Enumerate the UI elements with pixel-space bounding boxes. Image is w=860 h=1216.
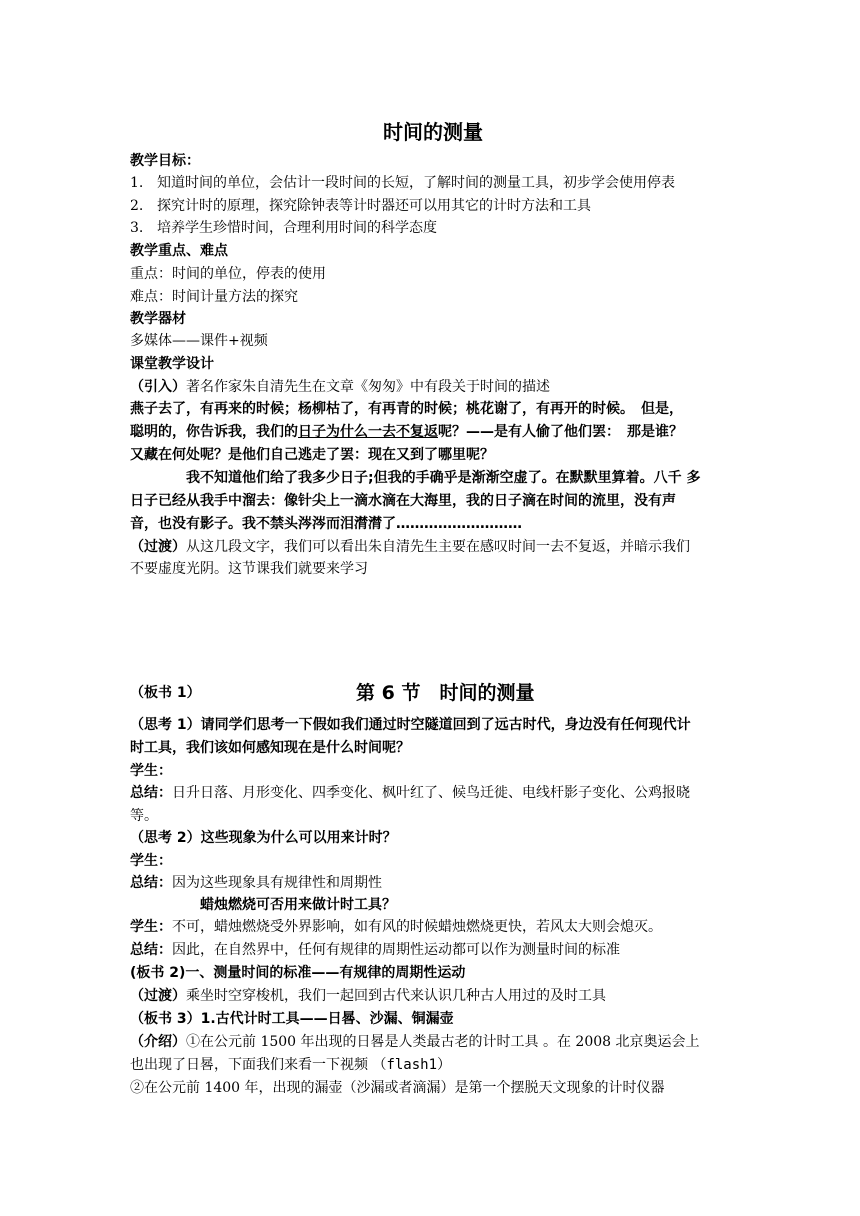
quote-line-3: 又藏在何处呢？是他们自己逃走了罢：现在又到了哪里呢？ [130, 447, 494, 463]
quote-text: 呢？——是有人偷了他们罢： 那是谁？ [438, 424, 683, 440]
goal-text: 知道时间的单位，会估计一段时间的长短，了解时间的测量工具，初步学会使用停表 [157, 175, 675, 191]
quote-line-2 [130, 421, 736, 444]
goal-text: 培养学生珍惜时间，合理利用时间的科学态度 [157, 220, 437, 236]
student-tag: 学生： [130, 919, 172, 935]
goal-number: 1. [130, 175, 144, 191]
transition-line-2: 不要虚度光阴。这节课我们就要来学习 [130, 561, 368, 577]
equipment-text: 多媒体——课件+视频 [130, 333, 268, 349]
student-3 [130, 916, 736, 939]
intro-2 [130, 1031, 736, 1054]
student-1: 学生： [130, 763, 172, 779]
goal-item-3 [130, 217, 736, 240]
intro-tag: （引入） [130, 379, 186, 395]
equipment-heading: 教学器材 [130, 311, 186, 327]
summary-3 [130, 939, 736, 962]
key-points-heading: 教学重点、难点 [130, 243, 228, 259]
think-2: （思考 2）这些现象为什么可以用来计时？ [130, 830, 397, 846]
board-2: (板书 2)一、测量时间的标准——有规律的周期性运动 [130, 965, 466, 981]
goals-heading: 教学目标： [130, 153, 200, 169]
section-title: 第 6 节 时间的测量 [356, 682, 535, 704]
summary-text: 因为这些现象具有规律性和周期性 [172, 875, 382, 891]
summary-text: 日升日落、月形变化、四季变化、枫叶红了、候鸟迁徙、电线杆影子变化、公鸡报晓 [172, 785, 690, 801]
candle-question: 蜡烛燃烧可否用来做计时工具？ [200, 897, 396, 913]
transition-tag: （过渡） [130, 539, 186, 555]
goal-item-1 [130, 172, 736, 195]
flash-reference: （flash1） [372, 1057, 452, 1073]
intro-paragraph [130, 376, 736, 399]
transition-paragraph [130, 536, 736, 559]
intro-2-line-2 [130, 1054, 736, 1077]
quote-line-4: 我不知道他们给了我多少日子;但我的手确乎是渐渐空虚了。在默默里算着。八千 多 [186, 470, 701, 486]
think-1-line-1: （思考 1）请同学们思考一下假如我们通过时空隧道回到了远古时代，身边没有任何现代计 [130, 717, 691, 733]
quote-underlined: 日子为什么一去不复返 [298, 424, 438, 440]
transition-text: 从这几段文字，我们可以看出朱自清先生主要在感叹时间一去不复返，并暗示我们 [186, 539, 690, 555]
summary-1 [130, 782, 736, 805]
quote-text: 聪明的，你告诉我，我们的 [130, 424, 298, 440]
goal-text: 探究计时的原理，探究除钟表等计时器还可以用其它的计时方法和工具 [157, 198, 591, 214]
design-heading: 课堂教学设计 [130, 356, 214, 372]
goal-item-2 [130, 195, 736, 218]
board-1-tag: （板书 1） [130, 685, 201, 701]
key-point: 重点：时间的单位，停表的使用 [130, 266, 326, 282]
think-1-line-2: 时工具，我们该如何感知现在是什么时间呢？ [130, 740, 410, 756]
section-header [130, 678, 736, 704]
summary-text: 因此，在自然界中，任何有规律的周期性运动都可以作为测量时间的标准 [172, 942, 620, 958]
intro-text: 著名作家朱自清先生在文章《匆匆》中有段关于时间的描述 [186, 379, 550, 395]
transition-2 [130, 985, 736, 1008]
page-title: 时间的测量 [383, 120, 483, 144]
quote-line-1: 燕子去了，有再来的时候；杨柳枯了，有再青的时候；桃花谢了，有再开的时候。 但是， [130, 401, 683, 417]
summary-2 [130, 872, 736, 895]
transition-text: 乘坐时空穿梭机，我们一起回到古代来认识几种古人用过的及时工具 [186, 988, 606, 1004]
difficult-point: 难点：时间计量方法的探究 [130, 289, 298, 305]
quote-line-5: 日子已经从我手中溜去：像针尖上一滴水滴在大海里，我的日子滴在时间的流里，没有声 [130, 493, 676, 509]
intro-tag: （介绍） [130, 1034, 186, 1050]
goal-number: 2. [130, 198, 144, 214]
intro-text: ①在公元前 1500 年出现的日晷是人类最古老的计时工具 。在 2008 北京奥运会上 [186, 1034, 700, 1050]
board-3: （板书 3）1.古代计时工具——日晷、沙漏、铜漏壶 [130, 1011, 454, 1027]
student-2: 学生： [130, 853, 172, 869]
summary-tag: 总结： [130, 785, 172, 801]
transition-tag: （过渡） [130, 988, 186, 1004]
student-text: 不可，蜡烛燃烧受外界影响，如有风的时候蜡烛燃烧更快，若风太大则会熄灭。 [172, 919, 662, 935]
summary-tag: 总结： [130, 942, 172, 958]
quote-line-6: 音，也没有影子。我不禁头涔涔而泪潸潸了……………………… [130, 516, 522, 532]
goal-number: 3. [130, 220, 144, 236]
intro-text: 也出现了日晷，下面我们来看一下视频 [130, 1057, 373, 1073]
intro-2-line-3: ②在公元前 1400 年，出现的漏壶（沙漏或者滴漏）是第一个摆脱天文现象的计时仪器 [130, 1080, 665, 1096]
summary-tag: 总结： [130, 875, 172, 891]
summary-1-line-2: 等。 [130, 808, 158, 824]
